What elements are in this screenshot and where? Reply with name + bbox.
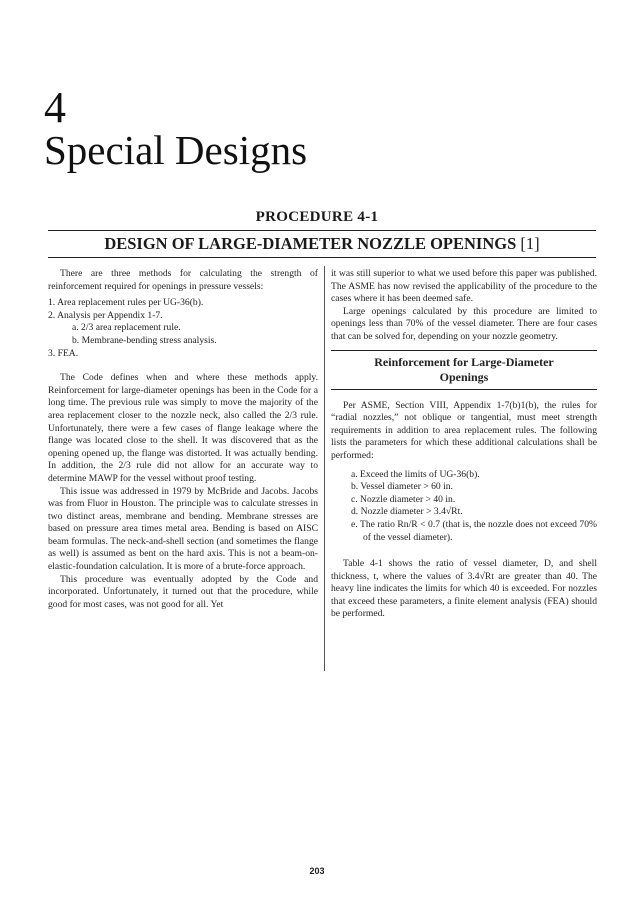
procedure-label: PROCEDURE 4-1 [255,209,379,225]
methods-list [48,297,318,360]
body-paragraph: The Code defines when and where these methods apply. Reinforcement for large-diameter openings has been in the Code for a long time. The previous rule was simply to move the majority of the area replacement closer to the nozzle neck, also called the 2/3 rule. Unfortunately, there were a few cases of flange leakage where the flange was located close to the shell. It was discovered that as the opening opened up, the flange was distorted. It was actually bending. In addition, the 2/3 rule did not allow for an accurate way to determine MAWP for the vessel without proof testing. [48,372,318,484]
procedure-reference: [1] [520,234,540,253]
body-paragraph: Large openings calculated by this procedure are limited to openings less than 70% of the vessel diameter. There are four cases that can be solved for, depending on your nozzle geometry. [331,305,597,342]
section-intro: Per ASME, Section VIII, Appendix 1-7(b)1(b), the rules for “radial nozzles,” not oblique or tangential, must meet strength requirements in addition to area replacement rules. The following lists the parameters for which these additional calculations shall be performed: [331,399,597,461]
chapter-number: 4 [44,83,66,132]
body-paragraph: it was still superior to what we used before this paper was published. The ASME has now revised the applicability of the procedure to the cases where it has been deemed safe. [331,268,597,305]
left-column [48,268,318,611]
column-divider [324,266,325,671]
body-paragraph: This issue was addressed in 1979 by McBride and Jacobs. Jacobs was from Fluor in Houston. The principle was to calculate stresses in two distinct areas, membrane and bending. Membrane stresses are based on pressure area times metal area. Bending is based on AISC beam formulas. The neck-and-shell section (and sometimes the flange as well) is assumed as bent on the hard axis. This is not a beam-on-elastic-foundation calculation. It is more of a brute-force approach. [48,485,318,573]
method-item: 2. Analysis per Appendix 1-7. [48,309,163,321]
chapter-title: Special Designs [44,127,308,173]
method-subitem: a. 2/3 area replacement rule. [72,322,181,334]
intro-paragraph: There are three methods for calculating the strength of reinforcement required for openings in pressure vessels: [48,268,318,292]
criteria-list [331,469,597,545]
page-number: 203 [309,866,325,876]
method-subitem: b. Membrane-bending stress analysis. [72,334,217,346]
method-item: 1. Area replacement rules per UG-36(b). [48,297,204,309]
section-heading: Reinforcement for Large-Diameter Openings [374,354,554,384]
title-rule-bottom [48,257,596,258]
method-item: 3. FEA. [48,347,79,359]
closing-paragraph: Table 4-1 shows the ratio of vessel diameter, D, and shell thickness, t, where the values of 3.4√Rt are greater than 40. The heavy line indicates the limits for which 40 is exceeded. For nozzles that exceed these parameters, a finite element analysis (FEA) should be performed. [331,558,597,620]
section-rule-bottom [331,389,597,390]
section-rule-top [331,350,597,351]
body-paragraph: This procedure was eventually adopted by the Code and incorporated. Unfortunately, it turned out that the procedure, while good for most cases, was not good for all. Yet [48,573,318,610]
criteria-item: b. Vessel diameter > 60 in. [351,481,453,493]
procedure-title [48,234,596,254]
criteria-item: e. The ratio Rn/R < 0.7 (that is, the nozzle does not exceed 70% of the vessel diameter). [351,518,597,543]
criteria-item: c. Nozzle diameter > 40 in. [351,493,456,505]
criteria-item: d. Nozzle diameter > 3.4√Rt. [351,506,463,518]
procedure-title-text: DESIGN OF LARGE-DIAMETER NOZZLE OPENINGS [104,234,517,253]
criteria-item: a. Exceed the limits of UG-36(b). [351,468,480,480]
title-rule-top [48,230,596,231]
right-column [331,268,597,621]
